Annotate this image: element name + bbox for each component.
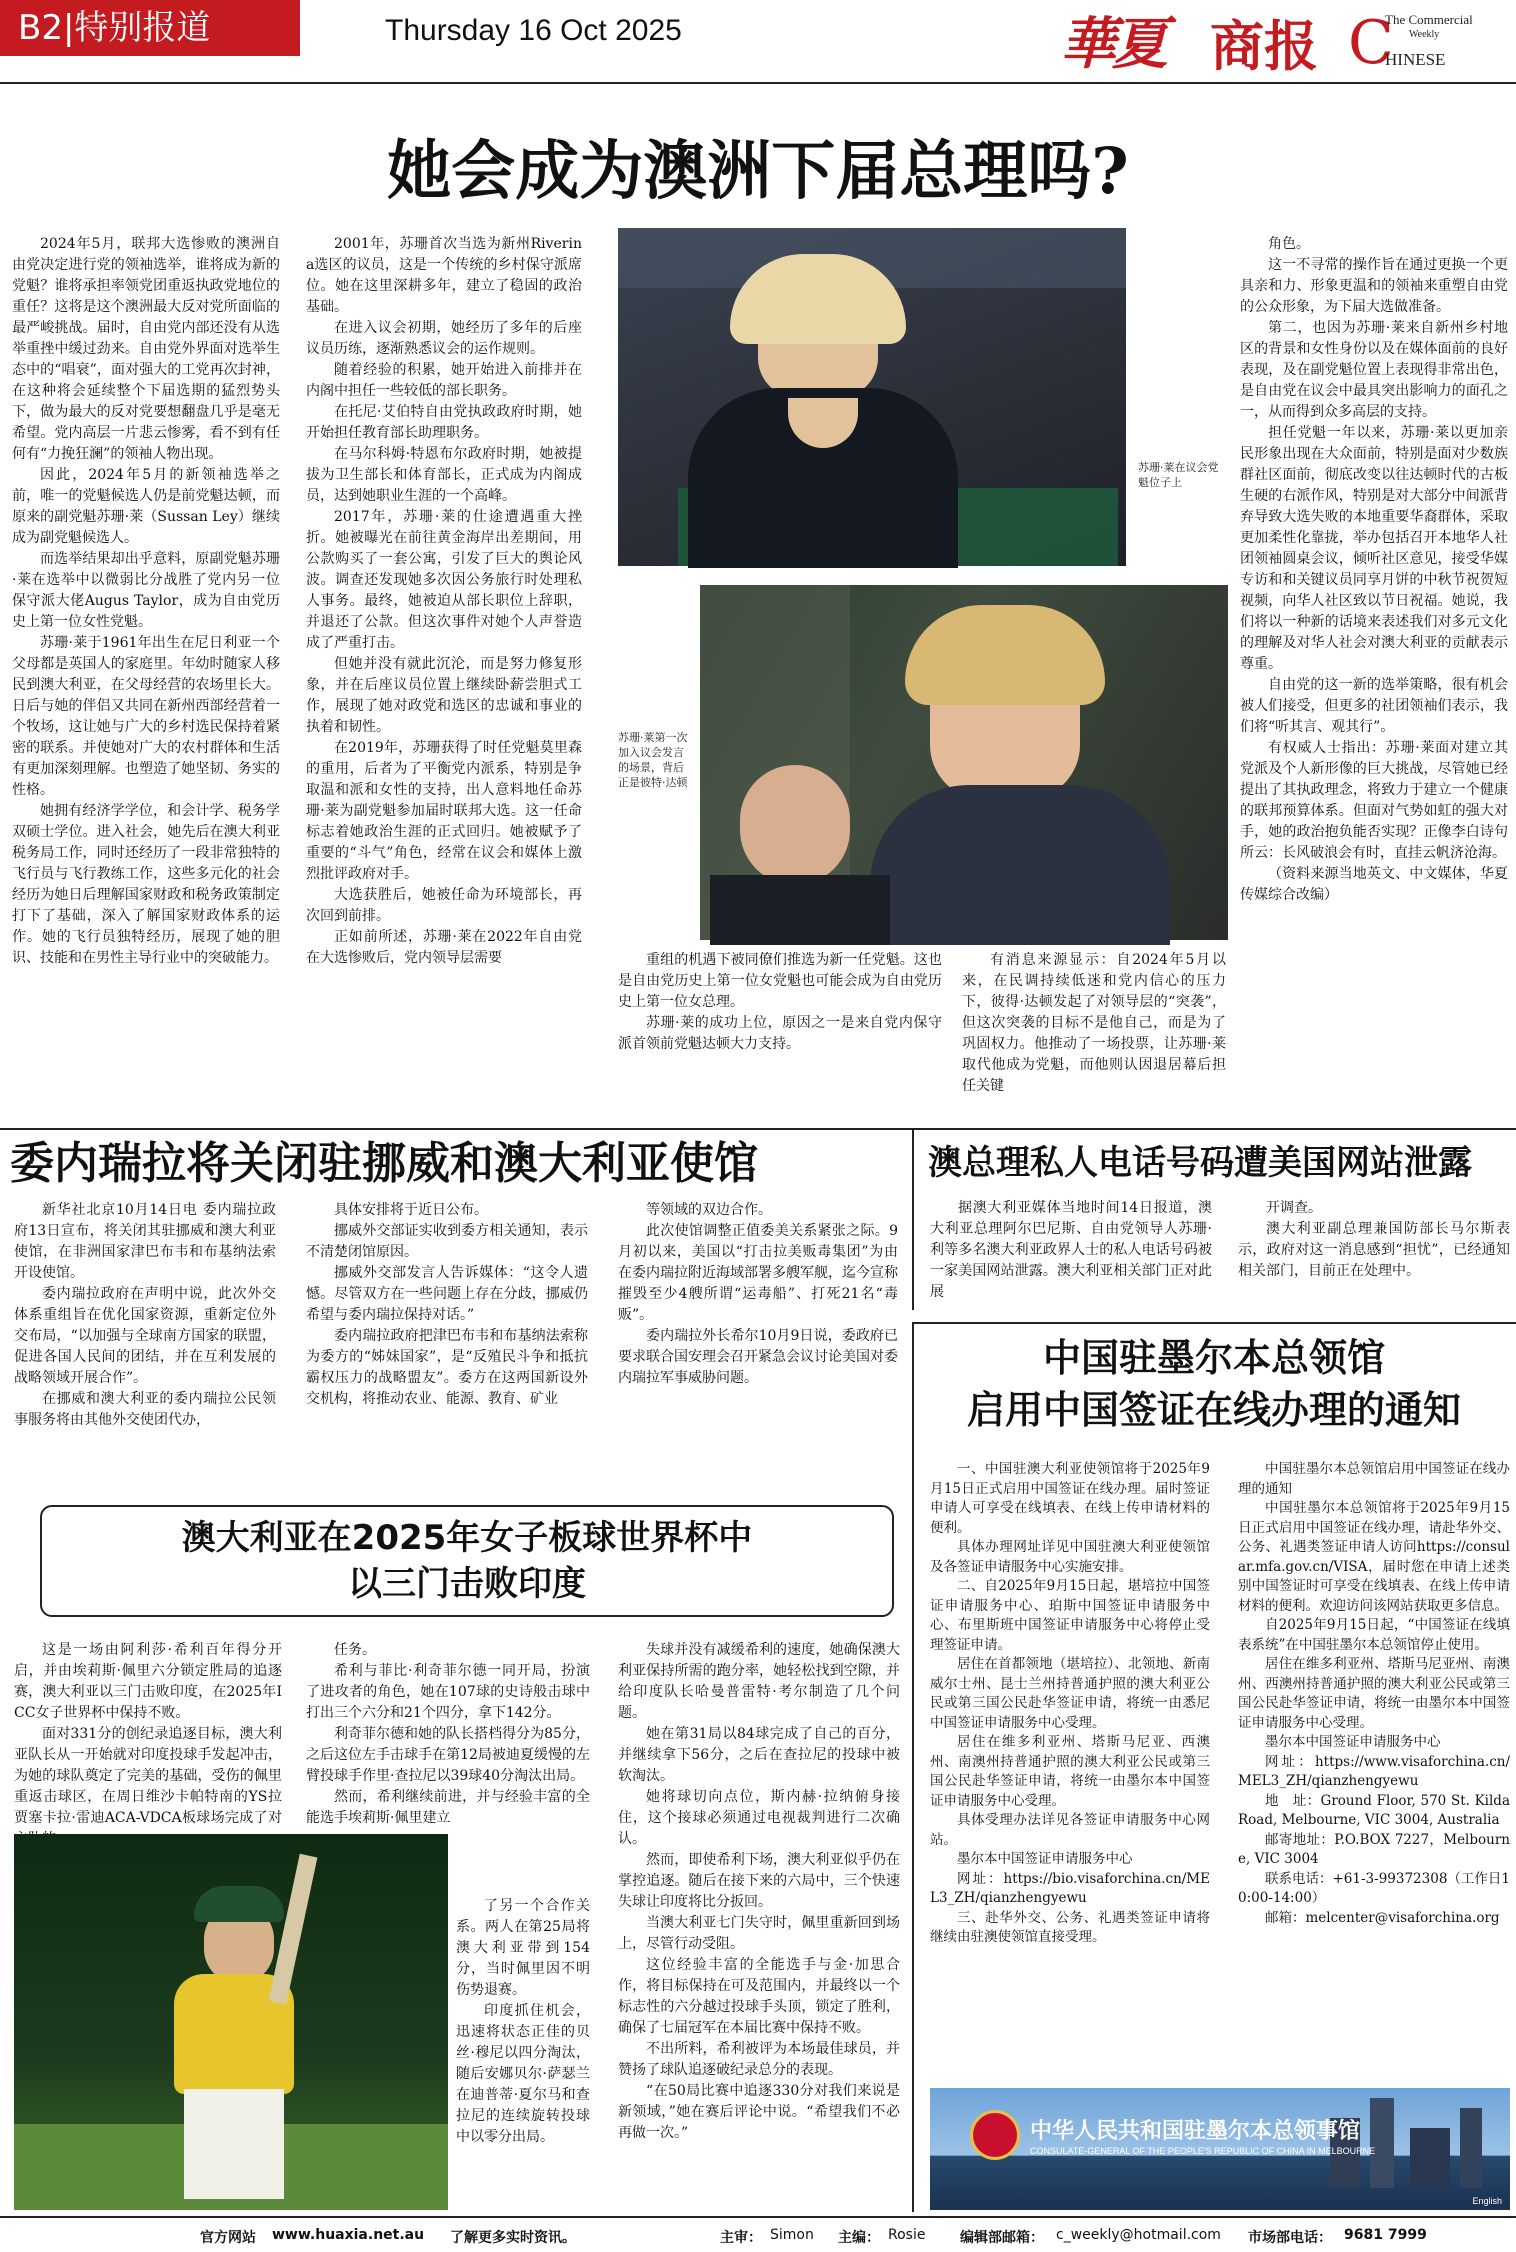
venezuela-col-1: [14, 1200, 276, 1490]
section-rule-1: [0, 1128, 1516, 1130]
paragraph: 而选举结果却出乎意料，原副党魁苏珊·莱在选举中以微弱比分战胜了党内另一位保守派大佬Augus Taylor，成为自由党历史上第一位女性党魁。: [12, 551, 280, 630]
phone-headline: 澳总理私人电话号码遭美国网站泄露: [928, 1143, 1472, 1183]
paragraph: 角色。: [1268, 236, 1310, 252]
footer-chief: Rosie: [888, 2227, 926, 2243]
paragraph: “在50局比赛中追逐330分对我们来说是新领域，”她在赛后评论中说。“希望我们不必再做一次。”: [618, 2083, 900, 2141]
logo-shangbao: 商报: [1210, 15, 1318, 78]
logo-english-hinese: HINESE: [1385, 50, 1446, 69]
paragraph: 在2019年，苏珊获得了时任党魁莫里森的重用，后者为了平衡党内派系，特别是争取温和派和女性的支持，出人意料地任命苏珊·莱为副党魁参加届时联邦大选。这一任命标志着她政治生涯的正式回归。她被赋予了重要的“斗气”角色，经常在议会和媒体上激烈批评政府对手。: [306, 740, 582, 882]
visa-headline-2: 启用中国签证在线办理的通知: [966, 1387, 1461, 1432]
paragraph: 委内瑞拉政府把津巴布韦和布基纳法索称为委方的“姊妹国家”，是“反殖民斗争和抵抗霸权压力的战略盟友”。委方在这两国新设外交机构，将推动农业、能源、教育、矿业: [306, 1328, 588, 1407]
paragraph: 失球并没有减缓希利的速度，她确保澳大利亚保持所需的跑分率，她轻松找到空隙，并给印度队长哈曼普雷特·考尔制造了几个问题。: [618, 1642, 900, 1721]
phone-col-1: [930, 1198, 1212, 1308]
logo-c: C: [1348, 8, 1394, 78]
paragraph: 2001年，苏珊首次当选为新州Riverina选区的议员，这是一个传统的乡村保守派席位。她在这里深耕多年，建立了稳固的政治基础。: [306, 236, 582, 315]
photo-caption-2: 苏珊·莱第一次加入议会发言的场景，背后正是彼特·达顿: [618, 731, 688, 789]
paragraph: 然而，即使希利下场，澳大利亚似乎仍在掌控追逐。随后在接下来的六局中，三个快速失球让印度将比分扳回。: [618, 1852, 900, 1910]
hockey-headline-1: 澳大利亚在2025年女子板球世界杯中: [181, 1518, 753, 1558]
main-article-col-3: [618, 950, 942, 1124]
section-rule-2: [912, 1322, 1516, 1324]
main-article-col-4: [962, 950, 1226, 1124]
divider-v1: [912, 1130, 914, 1310]
banner-english-tag: English: [1472, 2196, 1502, 2206]
paragraph: 此次使馆调整正值委美关系紧张之际。9月初以来，美国以“打击拉美贩毒集团”为由在委内瑞拉附近海域部署多艘军舰，迄今宣称摧毁至少4艘所谓“运毒船”、打死21名“毒贩”。: [618, 1223, 898, 1323]
footer-website[interactable]: www.huaxia.net.au: [272, 2227, 425, 2243]
footer-website-label: 官方网站: [200, 2230, 256, 2246]
paragraph: 墨尔本中国签证申请服务中心: [1265, 1734, 1441, 1750]
paragraph: 三、赴华外交、公务、礼遇类签证申请将继续由驻澳使领馆直接受理。: [930, 1909, 1210, 1945]
paragraph: 网址：https://www.visaforchina.cn/MEL3_ZH/qianzhengyewu: [1238, 1753, 1510, 1789]
logo-english: The Commercial Weekly: [1385, 12, 1473, 40]
footer: [0, 2220, 1516, 2252]
paragraph: （资料来源当地英文、中文媒体，华夏传媒综合改编）: [1240, 866, 1508, 903]
paragraph: 因此，2024年5月的新领袖选举之前，唯一的党魁候选人仍是前党魁达顿，而原来的副党魁苏珊·莱（Sussan Ley）继续成为副党魁候选人。: [12, 467, 280, 546]
paragraph: 居住在维多利亚州、塔斯马尼亚州、南澳州、西澳州持普通护照的澳大利亚公民或第三国公民赴华签证申请，将统一由墨尔本中国签证申请服务中心受理。: [1238, 1656, 1510, 1731]
section-tag: B2|特别报道: [0, 0, 300, 56]
footer-chief-label: 主编：: [838, 2230, 880, 2246]
paragraph: 重组的机遇下被同僚们推选为新一任党魁。这也是自由党历史上第一位女党魁也可能会成为自由党历史上第一位女总理。: [618, 952, 942, 1010]
main-article-col-5: [1240, 234, 1508, 1124]
venezuela-headline: 委内瑞拉将关闭驻挪威和澳大利亚使馆: [10, 1138, 758, 1189]
paragraph: 挪威外交部证实收到委方相关通知，表示不清楚闭馆原因。: [306, 1223, 588, 1260]
paragraph: 正如前所述，苏珊·莱在2022年自由党在大选惨败后，党内领导层需要: [306, 929, 582, 966]
paragraph: 委内瑞拉政府在声明中说，此次外交体系重组旨在优化国家资源，重新定位外交布局，“以加强与全球南方国家的联盟，促进各国人民间的团结，并在互利发展的战略领域开展合作”。: [14, 1286, 276, 1386]
paragraph: 自2025年9月15日起，“中国签证在线填表系统”在中国驻墨尔本总领馆停止使用。: [1238, 1617, 1510, 1653]
paragraph: 居住在首都领地（堪培拉）、北领地、新南威尔士州、昆士兰州持普通护照的澳大利亚公民或第三国公民赴华签证申请，将统一由悉尼中国签证申请服务中心受理。: [930, 1656, 1210, 1731]
paragraph: 墨尔本中国签证申请服务中心: [957, 1851, 1133, 1867]
main-headline: 她会成为澳洲下届总理吗?: [387, 134, 1129, 209]
paragraph: 这一不寻常的操作旨在通过更换一个更具亲和力、形象更温和的领袖来重塑自由党的公众形象，为下届大选做准备。: [1240, 257, 1508, 315]
paragraph: 新华社北京10月14日电 委内瑞拉政府13日宣布，将关闭其驻挪威和澳大利亚使馆，在非洲国家津巴布韦和布基纳法索开设使馆。: [14, 1202, 276, 1281]
divider-v2: [912, 1322, 914, 2212]
paragraph: 第二，也因为苏珊·莱来自新州乡村地区的背景和女性身份以及在媒体面前的良好表现，及在副党魁位置上表现得非常出色，是自由党在议会中最具突出影响力的面孔之一，从而得到众多高层的支持。: [1240, 320, 1508, 420]
visa-col-2: [1238, 1460, 1510, 2080]
hockey-col-2b: [456, 1896, 590, 2212]
main-article-col-1: [12, 234, 280, 1124]
paragraph: 地 址：Ground Floor, 570 St. Kilda Road, Melbourne, VIC 3004, Australia: [1238, 1792, 1510, 1828]
hockey-banner: [40, 1505, 894, 1617]
footer-email[interactable]: c_weekly@hotmail.com: [1056, 2227, 1221, 2243]
logo-huaxia: 華夏: [1060, 11, 1164, 77]
paragraph: 她拥有经济学学位，和会计学、税务学双硕士学位。进入社会，她先后在澳大利亚税务局工作，同时还经历了一段非常独特的飞行员与飞行教练工作，这些多元化的社会经历为她日后理解国家财政和税务政策制定打下了基础，深入了解国家财政体系的运作。她的飞行员独特经历，展现了她的胆识、技能和在男性主导行业中的突破能力。: [12, 803, 280, 966]
paragraph: 苏珊·莱的成功上位，原因之一是来自党内保守派首领前党魁达顿大力支持。: [618, 1015, 942, 1052]
paragraph: 委内瑞拉外长希尔10月9日说，委政府已要求联合国安理会召开紧急会议讨论美国对委内瑞拉军事威胁问题。: [618, 1328, 898, 1386]
paragraph: 了另一个合作关系。两人在第25局将澳大利亚带到154分，当时佩里因不明伤势退赛。: [456, 1898, 590, 1998]
paragraph: 自由党的这一新的选举策略，很有机会被人们接受，但更多的社团领袖们表示，我们将“听其言、观其行”。: [1240, 677, 1508, 735]
header-rule: [0, 82, 1516, 84]
paragraph: 大选获胜后，她被任命为环境部长，再次回到前排。: [306, 887, 582, 924]
visa-headline-1: 中国驻墨尔本总领馆: [1042, 1335, 1385, 1380]
issue-date: Thursday 16 Oct 2025: [385, 14, 682, 47]
consulate-banner: [930, 2088, 1510, 2210]
paragraph: 开调查。: [1266, 1200, 1322, 1216]
paragraph: 然而，希利继续前进，并与经验丰富的全能选手埃莉斯·佩里建立: [306, 1789, 590, 1826]
paragraph: 有消息来源显示：自2024年5月以来，在民调持续低迷和党内信心的压力下，彼得·达顿发起了对领导层的“突袭”，但这次突袭的目标不是他自己，而是为了巩固权力。他推动了一场投票，让苏珊·莱取代他成为党魁，而他则认因退居幕后担任关键: [962, 952, 1226, 1094]
venezuela-col-3: [618, 1200, 898, 1490]
paragraph: 邮寄地址：P.O.BOX 7227，Melbourne, VIC 3004: [1238, 1831, 1510, 1867]
paragraph: 中国驻墨尔本总领馆将于2025年9月15日正式启用中国签证在线办理，请赴华外交、公务、礼遇类签证申请人访问https://consular.mfa.gov.cn/VISA，届时您在申请上述类别中国签证时可享受在线填表、在线上传申请材料的便利。欢迎访问该网站获取更多信息。: [1238, 1500, 1510, 1614]
footer-email-label: 编辑部邮箱：: [960, 2230, 1044, 2246]
paragraph: 苏珊·莱于1961年出生在尼日利亚一个父母都是英国人的家庭里。年幼时随家人移民到澳大利亚，在父母经营的农场里长大。日后与她的伴侣又共同在新州西部经营着一个牧场，这让她与广大的乡村选民保持着紧密的联系。并使她对广大的农村群体和生活有更加深刻理解。也塑造了她坚韧、务实的性格。: [12, 635, 280, 798]
paragraph: 利奇菲尔德和她的队长搭档得分为85分，之后这位左手击球手在第12局被迪夏缓慢的左臂投球手作里·查拉尼以39球40分淘汰出局。: [306, 1726, 590, 1784]
paragraph: 挪威外交部发言人告诉媒体：“这令人遗憾。尽管双方在一些问题上存在分歧，挪威仍希望与委内瑞拉保持对话。”: [306, 1265, 588, 1323]
paragraph: 具体安排将于近日公布。: [334, 1202, 488, 1218]
footer-website-note: 了解更多实时资讯。: [450, 2230, 576, 2246]
paragraph: 但她并没有就此沉沦，而是努力修复形象，并在后座议员位置上继续卧薪尝胆式工作，展现了她对政党和选区的忠诚和事业的执着和韧性。: [306, 656, 582, 735]
paragraph: 具体办理网址详见中国驻澳大利亚使领馆及各签证申请服务中心实施安排。: [930, 1539, 1210, 1575]
paragraph: 网址：https://bio.visaforchina.cn/MEL3_ZH/qianzhengyewu: [930, 1870, 1210, 1906]
paragraph: 澳大利亚副总理兼国防部长马尔斯表示，政府对这一消息感到“担忧”，已经通知相关部门，目前正在处理中。: [1238, 1221, 1510, 1279]
paragraph: 不出所料，希利被评为本场最佳球员，并赞扬了球队追逐破纪录总分的表现。: [618, 2041, 900, 2078]
phone-col-2: [1238, 1198, 1510, 1308]
photo-caption-1: 苏珊·莱在议会党魁位子上: [1138, 461, 1219, 489]
paragraph: 在马尔科姆·特恩布尔政府时期，她被提拔为卫生部长和体育部长，正式成为内阁成员，达到她职业生涯的一个高峰。: [306, 446, 582, 504]
paragraph: 在挪威和澳大利亚的委内瑞拉公民领事服务将由其他外交使团代办，: [14, 1391, 276, 1428]
banner-en: CONSULATE-GENERAL OF THE PEOPLE'S REPUBLIC OF CHINA IN MELBOURNE: [1030, 2146, 1376, 2156]
hockey-headline-2: 以三门击败印度: [348, 1564, 586, 1604]
paragraph: 随着经验的积累，她开始进入前排并在内阁中担任一些较低的部长职务。: [306, 362, 582, 399]
paragraph: 等领域的双边合作。: [646, 1202, 772, 1218]
paragraph: 一、中国驻澳大利亚使领馆将于2025年9月15日正式启用中国签证在线办理。届时签证申请人可享受在线填表、在线上传申请材料的便利。: [930, 1461, 1210, 1536]
paragraph: 她在第31局以84球完成了自己的百分，并继续拿下56分，之后在查拉尼的投球中被软淘汰。: [618, 1726, 900, 1784]
venezuela-col-2: [306, 1200, 588, 1490]
paragraph: 中国驻墨尔本总领馆启用中国签证在线办理的通知: [1238, 1461, 1510, 1497]
footer-rule: [0, 2216, 1516, 2218]
paragraph: 任务。: [334, 1642, 376, 1658]
paragraph: 具体受理办法详见各签证申请服务中心网站。: [930, 1812, 1210, 1848]
paragraph: 她将球切向点位，斯内赫·拉纳俯身接住，这个接球必须通过电视裁判进行二次确认。: [618, 1789, 900, 1847]
paragraph: 据澳大利亚媒体当地时间14日报道，澳大利亚总理阿尔巴尼斯、自由党领导人苏珊·利等多名澳大利亚政界人士的私人电话号码被一家美国网站泄露。澳大利亚相关部门正对此展: [930, 1200, 1212, 1300]
paragraph: 邮箱：melcenter@visaforchina.org: [1265, 1909, 1500, 1926]
paragraph: 面对331分的创纪录追逐目标，澳大利亚队长从一开始就对印度投球手发起冲击，为她的球队奠定了完美的基础，受伤的佩里重返击球区，在周日维沙卡帕特南的YS拉贾塞卡拉·雷迪ACA-VDCA板球场完成了对: [14, 1726, 282, 1826]
paragraph: 2024年5月，联邦大选惨败的澳洲自由党决定进行党的领袖选举，谁将成为新的党魁？谁将承担率领党团重返执政党地位的重任？这将是这个澳洲最大反对党所面临的最严峻挑战。届时，自由党内部还没有从选举重挫中缓过劲来。自由党外界面对选举生态中的“唱衰”，面对强大的工党再次封神，在这种将会延续整个下届选期的猛烈势头下，做为最大的反对党要想翻盘几乎是毫无希望。党内高层一片悲云惨雾，看不到有任何有“力挽狂澜”的领袖人物出现。: [12, 236, 280, 462]
paragraph: 联系电话：+61-3-99372308（工作日10:00-14:00）: [1238, 1870, 1511, 1906]
paragraph: 这位经验丰富的全能选手与金·加思合作，将目标保持在可及范围内，并最终以一个标志性的六分越过投球手头顶，锁定了胜利，确保了七届冠军在本届比赛中保持不败。: [618, 1957, 900, 2036]
paragraph: 有权威人士指出：苏珊·莱面对建立其党派及个人新形像的巨大挑战，尽管她已经提出了其执政理念，将致力于建立一个健康的联邦预算体系。但面对气势如虹的强大对手，她的政治抱负能否实现？正像李白诗句所云：长风破浪会有时，直挂云帆济沧海。: [1240, 740, 1508, 861]
paragraph: 这是一场由阿利莎·希利百年得分开启，并由埃莉斯·佩里六分锁定胜局的追逐赛，澳大利亚以三门击败印度，在2025年ICC女子世界杯中保持不败。: [14, 1642, 282, 1721]
visa-col-1: [930, 1460, 1210, 2080]
photo-sussan-ley-speech: [700, 585, 1228, 940]
banner-cn: 中华人民共和国驻墨尔本总领事馆: [1030, 2119, 1361, 2144]
hockey-col-1: [14, 1640, 282, 1826]
hockey-col-2: [306, 1640, 590, 1892]
paragraph: 印度抓住机会，迅速将状态正佳的贝丝·穆尼以四分淘汰，随后安娜贝尔·萨瑟兰在迪普蒂·夏尔马和查拉尼的连续旋转投球中以零分出局。: [456, 2003, 590, 2145]
national-emblem-icon: [970, 2110, 1020, 2160]
paragraph: 二、自2025年9月15日起，堪培拉中国签证申请服务中心、珀斯中国签证申请服务中心、布里斯班中国签证申请服务中心将停止受理签证申请。: [930, 1578, 1210, 1653]
paragraph: 担任党魁一年以来，苏珊·莱以更加亲民形象出现在大众面前，特别是面对少数族群社区面前，彻底改变以往达顿时代的古板生硬的右派作风，特别是对大部分中间派背弃导致大选失败的本地重要华裔群体，采取更加柔性化靠拢，举办包括召开本地华人社团领袖圆桌会议，倾听社区意见，接受华媒专访和和关键议员同享月饼的中秋节祝贺短视频，向华人社区致以节日祝福。她说，我们将以一种新的话境来表述我们对多元文化的理解及对华人社会对澳大利亚的贡献表示尊重。: [1240, 425, 1508, 672]
paragraph: 在托尼·艾伯特自由党执政政府时期，她开始担任教育部长助理职务。: [306, 404, 582, 441]
footer-editor-label: 主审：: [720, 2230, 762, 2246]
paragraph: 希利与菲比·利奇菲尔德一同开局，扮演了进攻者的角色，她在107球的史诗般击球中打出三个六分和21个四分，拿下142分。: [306, 1663, 590, 1721]
hockey-col-3: [618, 1640, 900, 2212]
paragraph: 居住在维多利亚州、塔斯马尼亚、西澳州、南澳州持普通护照的澳大利亚公民或第三国公民赴华签证申请，将统一由墨尔本中国签证申请服务中心受理。: [930, 1734, 1210, 1809]
footer-editor: Simon: [770, 2227, 814, 2243]
footer-phone: 9681 7999: [1344, 2227, 1427, 2243]
paragraph: 2017年，苏珊·莱的仕途遭遇重大挫折。她被曝光在前往黄金海岸出差期间，用公款购买了一套公寓，引发了巨大的舆论风波。调查还发现她多次因公务旅行时处理私人事务。最终，她被迫从部长职位上辞职，并退还了公款。但这次事件对她个人声誉造成了严重打击。: [306, 509, 582, 651]
paragraph: 在进入议会初期，她经历了多年的后座议员历练，逐渐熟悉议会的运作规则。: [306, 320, 582, 357]
photo-sussan-ley-seat: [618, 228, 1126, 566]
paragraph: 当澳大利亚七门失守时，佩里重新回到场上，尽管行动受阻。: [618, 1915, 900, 1952]
footer-phone-label: 市场部电话：: [1248, 2230, 1332, 2246]
